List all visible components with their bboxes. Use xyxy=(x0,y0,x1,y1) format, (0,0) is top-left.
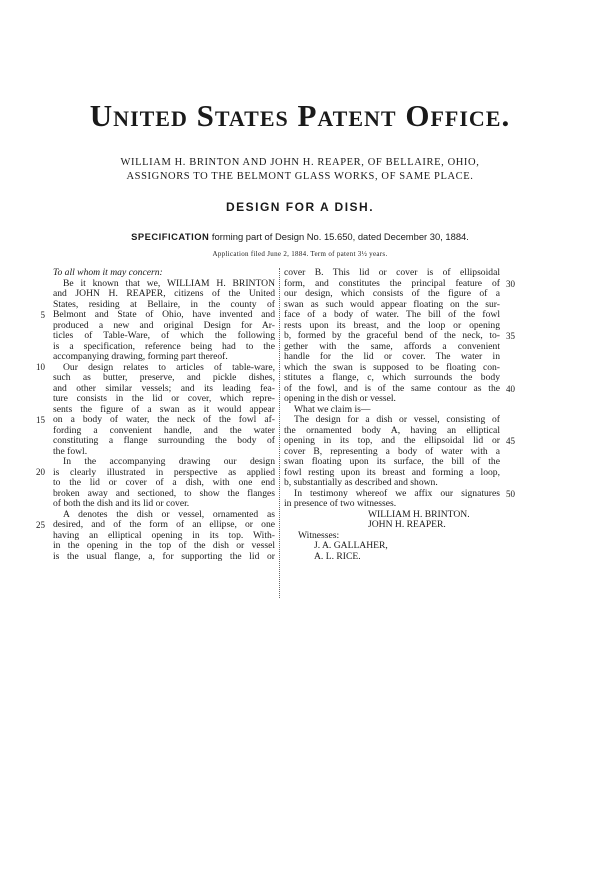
inventors-block xyxy=(40,156,560,184)
specification-details: forming part of Design No. 15.650, dated December 30, 1884. xyxy=(209,231,469,242)
line-number: 45 xyxy=(506,436,515,446)
text-line: A denotes the dish or vessel, ornamented as xyxy=(63,509,275,520)
text-line: is clearly illustrated in perspective as applied xyxy=(53,467,275,478)
text-line: in the opening in the top of the dish or vessel xyxy=(53,541,275,551)
left-column xyxy=(53,268,275,562)
text-line: to the lid or cover of a dish, with one end xyxy=(53,478,275,488)
text-line: form, and constitutes the principal feature of xyxy=(284,278,500,289)
text-line: stitutes a flange, c, which surrounds the body xyxy=(284,373,500,383)
text-line: ture consists in the lid or cover, which repre- xyxy=(53,394,275,404)
text-line: such as butter, preserve, and pickle dishes, xyxy=(53,373,275,383)
text-line: fowl resting upon its breast and forming a loop, xyxy=(284,467,500,478)
text-line: the fowl. xyxy=(53,446,88,457)
line-number: 50 xyxy=(506,489,515,499)
text-line: handle for the lid or cover. The water in xyxy=(284,352,500,362)
text-line: States, residing at Bellaire, in the county of xyxy=(53,299,275,310)
text-line: is the usual flange, a, for supporting the lid or xyxy=(53,551,275,562)
text-line: sents the figure of a swan as it would appear xyxy=(53,404,275,415)
specification-line xyxy=(0,231,600,242)
line-number: 35 xyxy=(506,331,515,341)
text-line: accompanying drawing, forming part thereof. xyxy=(53,352,228,362)
text-line: fording a convenient handle, and the water xyxy=(53,425,275,436)
text-line: swan as such would appear floating on the sur- xyxy=(284,299,500,310)
text-line: the ornamented body A, having an elliptical xyxy=(284,425,500,436)
office-title: United States Patent Office. xyxy=(89,98,511,133)
inventor-signature: JOHN H. REAPER. xyxy=(368,520,446,530)
application-filed-line: Application filed June 2, 1884. Term of patent 3½ years. xyxy=(212,250,388,258)
text-line: b, formed by the graceful bend of the neck, to- xyxy=(284,331,500,341)
text-line: our design, which consists of the figure of a xyxy=(284,289,500,299)
text-line: which the swan is supposed to be floating con- xyxy=(284,362,500,373)
text-line: cover B. This lid or cover is of ellipsoidal xyxy=(284,268,500,278)
text-line: having an elliptical opening in its top. With- xyxy=(53,530,275,541)
text-line: In testimony whereof we affix our signatures xyxy=(294,488,500,499)
line-number: 20 xyxy=(36,467,45,477)
text-line: ticles of Table-Ware, of which the following xyxy=(53,331,275,341)
design-title: DESIGN FOR A DISH. xyxy=(225,200,375,214)
text-line: in presence of two witnesses. xyxy=(284,499,397,509)
text-line: broken away and sectioned, to show the flanges xyxy=(53,488,275,499)
text-line: Belmont and State of Ohio, have invented and xyxy=(53,310,275,320)
text-line: rests upon its breast, and the loop or opening xyxy=(284,320,500,331)
text-line: cover B, representing a body of water with a xyxy=(284,446,500,457)
witness-name: J. A. GALLAHER, xyxy=(314,541,388,551)
line-number: 30 xyxy=(506,279,515,289)
text-line: desired, and of the form of an ellipse, or one xyxy=(53,520,275,530)
text-line: swan floating upon its surface, the bill of the xyxy=(284,457,500,467)
text-line: gether with the same, affords a convenient xyxy=(284,341,500,352)
text-line: of both the dish and its lid or cover. xyxy=(53,499,190,509)
text-line: In the accompanying drawing our design xyxy=(63,457,275,467)
inventors-line-2: ASSIGNORS TO THE BELMONT GLASS WORKS, OF SAME PLACE. xyxy=(126,171,474,182)
text-line: opening in the dish or vessel. xyxy=(284,394,396,404)
right-column xyxy=(284,268,500,562)
salutation: To all whom it may concern: xyxy=(53,268,163,278)
text-line: Our design relates to articles of table-ware, xyxy=(63,362,275,373)
claim-heading: What we claim is— xyxy=(294,404,371,415)
column-divider xyxy=(279,268,280,598)
line-number: 40 xyxy=(506,384,515,394)
text-line: of the fowl, and is of the same contour as the xyxy=(284,383,500,394)
text-line: on a body of water, the neck of the fowl af- xyxy=(53,415,275,425)
line-number: 10 xyxy=(36,362,45,372)
text-line: and JOHN H. REAPER, citizens of the United xyxy=(53,289,275,299)
line-number: 25 xyxy=(36,520,45,530)
line-number: 5 xyxy=(40,310,45,320)
witness-name: A. L. RICE. xyxy=(314,551,361,562)
specification-word: SPECIFICATION xyxy=(131,231,210,242)
text-line: The design for a dish or vessel, consisting of xyxy=(294,415,500,425)
witnesses-label: Witnesses: xyxy=(298,530,340,541)
text-line: constituting a flange surrounding the body of xyxy=(53,436,275,446)
text-line: and other similar vessels; and its leading fea- xyxy=(53,383,275,394)
inventor-signature: WILLIAM H. BRINTON. xyxy=(368,509,470,520)
text-line: face of a body of water. The bill of the fowl xyxy=(284,310,500,320)
text-line: is a specification, reference being had to the xyxy=(53,341,275,352)
text-line: produced a new and original Design for Ar- xyxy=(53,320,275,331)
text-line: b, substantially as described and shown. xyxy=(284,478,438,488)
inventors-line-1: WILLIAM H. BRINTON AND JOHN H. REAPER, OF BELLAIRE, OHIO, xyxy=(120,157,480,168)
text-line: opening in its top, and the ellipsoidal lid or xyxy=(284,436,500,446)
line-number: 15 xyxy=(36,415,45,425)
text-line: Be it known that we, WILLIAM H. BRINTON xyxy=(63,278,275,289)
